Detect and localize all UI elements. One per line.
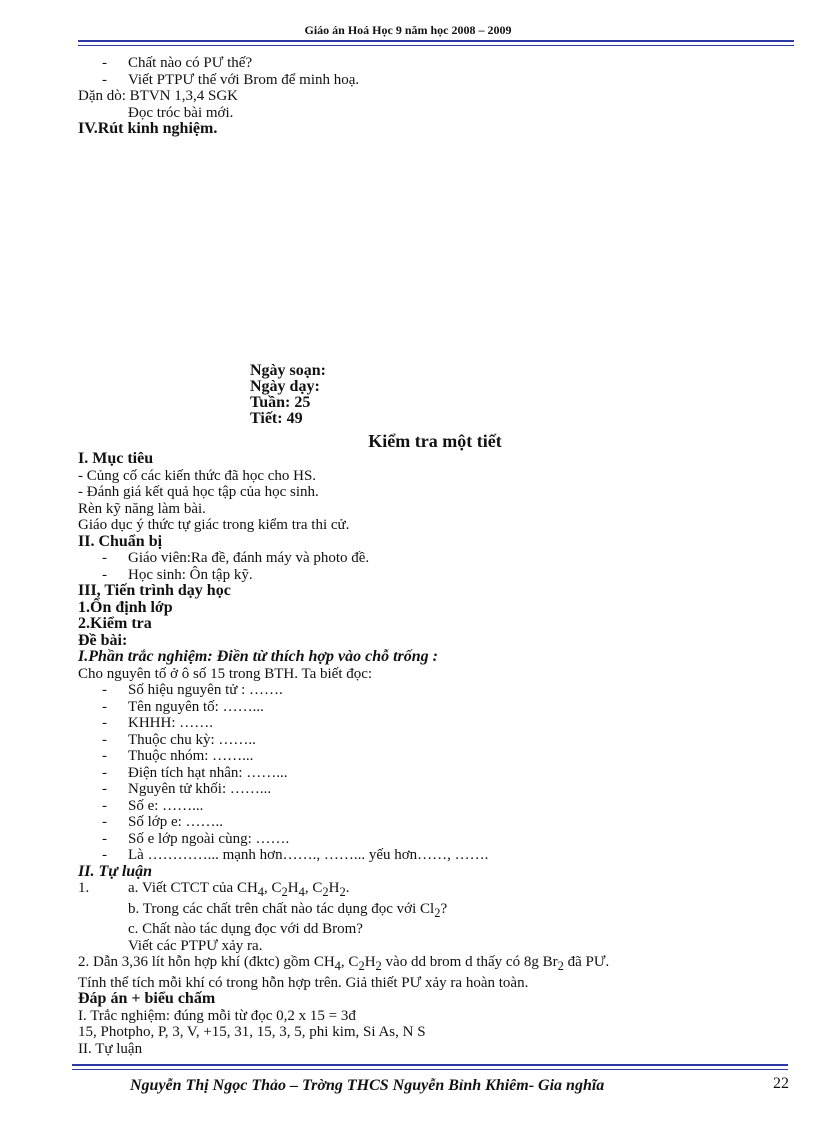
section-heading: I. Mục tiêu [78, 450, 154, 467]
header-rule-thin [78, 45, 794, 46]
subsection-heading: Đề bài: [78, 631, 128, 649]
question-2: 2. Dẫn 3,36 lít hỗn hợp khí (đktc) gồm $CH_4$, $C_2H_2$ vào dd brom d thấy có 8g $Br_2$ đã PƯ. [78, 954, 610, 973]
main-content [78, 451, 794, 1057]
question-1c: c. Chất nào tác dụng đọc với dd Brom? [128, 921, 363, 937]
subsection-heading: I.Phần trắc nghiệm: Điền từ thích hợp vào chỗ trống : [78, 648, 438, 665]
footer-rule [72, 1064, 788, 1066]
list-item: Giáo dục ý thức tự giác trong kiểm tra thi cử. [78, 517, 350, 533]
list-item: - Thuộc nhóm: ……... [102, 748, 254, 764]
list-item: - Chất nào có PƯ thế? [102, 55, 253, 71]
section-heading: II. Tự luận [78, 862, 153, 880]
section-heading: II. Chuẩn bị [78, 532, 163, 550]
list-item: - Điện tích hạt nhân: ……... [102, 764, 288, 781]
section-heading: IV.Rút kinh nghiệm. [78, 120, 218, 137]
answer-line: II. Tự luận [78, 1040, 143, 1057]
header-rule [78, 40, 794, 42]
list-item: - Giáo viên:Ra đề, đánh máy và photo đề. [102, 550, 370, 566]
meta-tiet: Tiết: 49 [250, 410, 303, 427]
list-item: - KHHH: ……. [102, 715, 213, 731]
list-item: - Viết PTPƯ thế với Brom để minh hoạ. [102, 71, 360, 88]
list-item: - Là …………... mạnh hơn……., ……... yếu hơn……, ……. [102, 847, 489, 863]
footer-rule-thin [72, 1069, 788, 1070]
question-1d: Viết các PTPƯ xảy ra. [128, 937, 263, 954]
list-item: - Nguyên tử khối: ……... [102, 781, 272, 797]
answer-line: 15, Photpho, P, 3, V, +15, 31, 15, 3, 5, phi kim, Si As, N S [78, 1024, 426, 1040]
question-intro: Cho nguyên tố ở ô số 15 trong BTH. Ta biết đọc: [78, 665, 373, 682]
list-item: - Đánh giá kết quả học tập của học sinh. [78, 484, 319, 500]
list-item: - Thuộc chu kỳ: …….. [102, 731, 256, 748]
question-1a: 1. a. Viết CTCT của $CH_4$, $C_2H_4$, $C_2H_2$. [78, 880, 350, 899]
subsection-heading: 2.Kiểm tra [78, 615, 152, 632]
question-2-line2: Tính thể tích mỗi khí có trong hỗn hợp trên. Giả thiết PƯ xảy ra hoàn toàn. [78, 974, 529, 991]
list-item: - Củng cố các kiến thức đã học cho HS. [78, 467, 317, 484]
page-title: Kiểm tra một tiết [368, 431, 502, 451]
page-header: Giáo án Hoá Học 9 năm học 2008 – 2009 [304, 23, 512, 37]
list-item: - Số e: ……... [102, 797, 204, 814]
question-1b: b. Trong các chất trên chất nào tác dụng đọc với $Cl_2$? [128, 900, 448, 920]
top-section [78, 55, 794, 138]
subsection-heading: 1.Ổn định lớp [78, 598, 173, 616]
list-item: - Số lớp e: …….. [102, 814, 224, 830]
page-footer: Nguyễn Thị Ngọc Thảo – Trờng THCS Nguyễn Bỉnh Khiêm- Gia nghĩa [130, 1077, 605, 1094]
homework-line: Đọc tróc bài mới. [128, 104, 234, 121]
list-item: Rèn kỹ năng làm bài. [78, 500, 206, 517]
list-item: - Số e lớp ngoài cùng: ……. [102, 830, 290, 847]
homework-line: Dặn dò: BTVN 1,3,4 SGK [78, 88, 238, 104]
page-number: 22 [773, 1075, 789, 1092]
meta-soan: Ngày soạn: [250, 362, 327, 379]
list-item: - Học sinh: Ôn tập kỹ. [102, 566, 253, 583]
list-item: - Số hiệu nguyên tử : ……. [102, 682, 283, 698]
list-item: - Tên nguyên tố: ……... [102, 698, 264, 715]
lesson-meta [250, 363, 326, 427]
meta-tuan: Tuần: 25 [250, 394, 311, 411]
answer-line: I. Trắc nghiệm: đúng mỗi từ đọc 0,2 x 15 = 3đ [78, 1007, 356, 1024]
section-heading: III, Tiến trình dạy học [78, 582, 231, 599]
section-heading: Đáp án + biểu chấm [78, 990, 216, 1007]
meta-day: Ngày dạy: [250, 378, 320, 395]
